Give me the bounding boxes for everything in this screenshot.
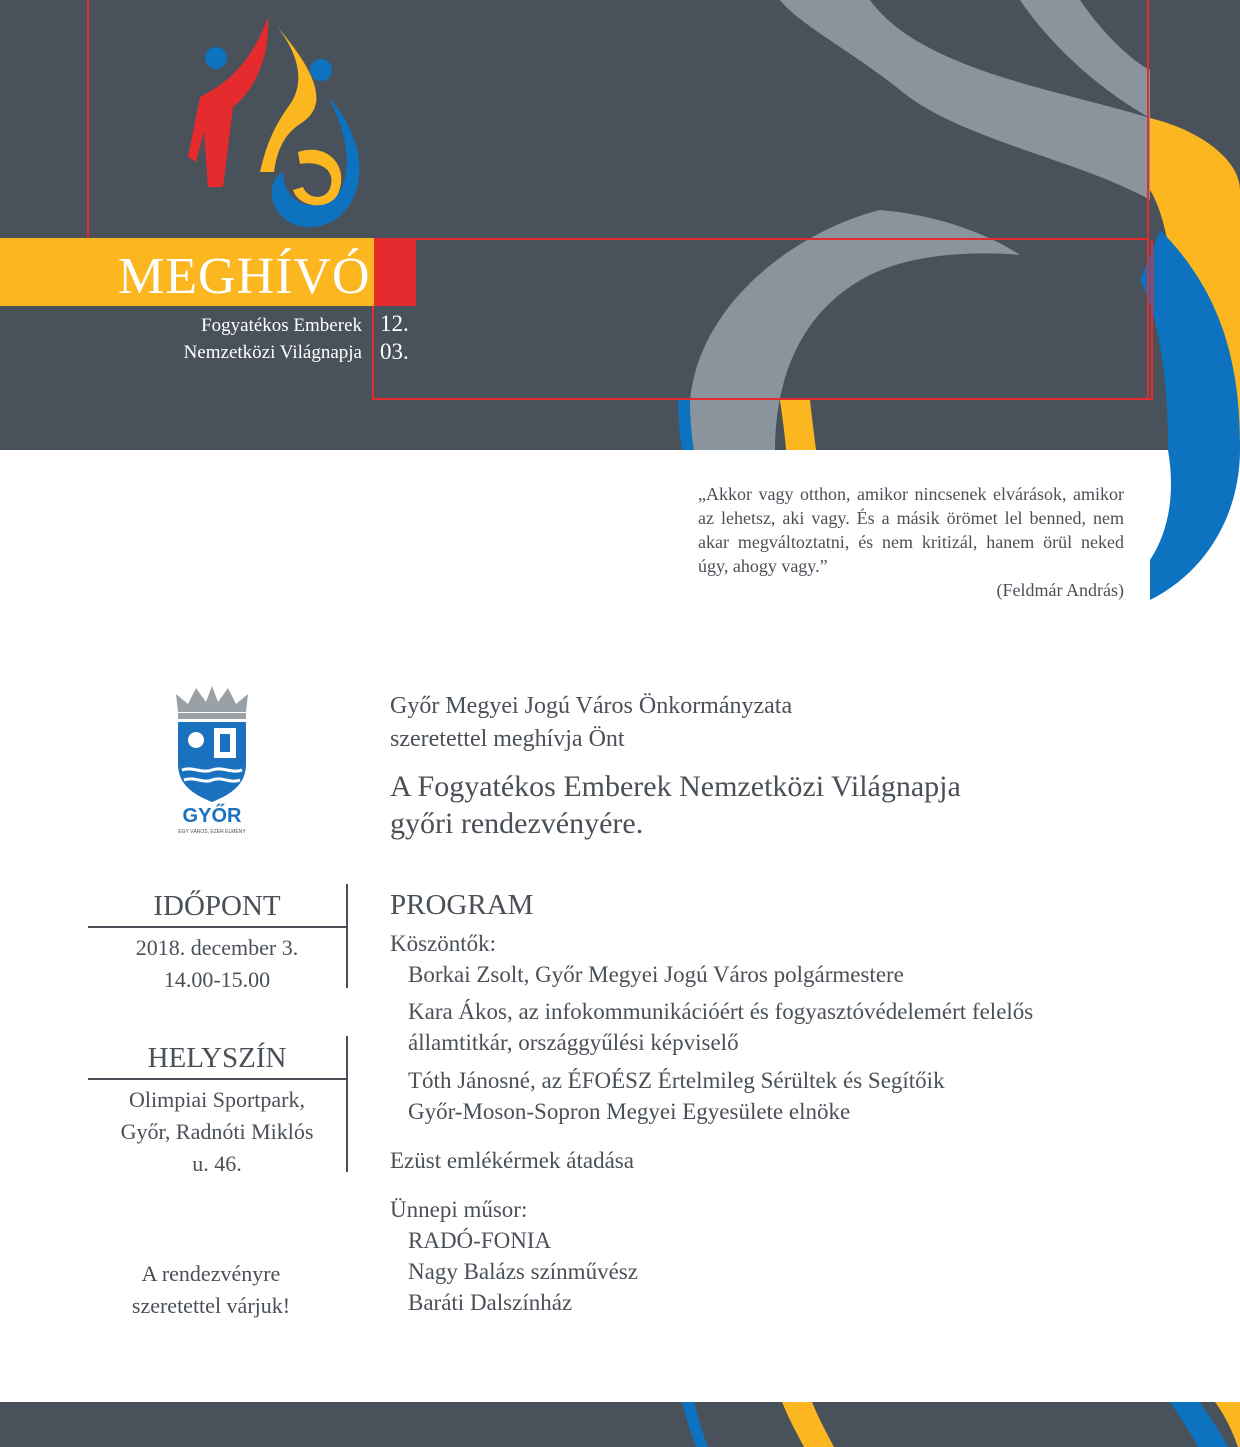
intro-line: Győr Megyei Jogú Város Önkormányzata <box>390 693 793 719</box>
quote-block <box>698 482 1124 602</box>
location-details <box>88 1080 346 1180</box>
program-greetings <box>390 928 904 990</box>
title-accent-box <box>374 238 416 306</box>
blue-arc-decoration <box>1150 450 1240 610</box>
performer-item: Nagy Balázs színművész <box>408 1259 638 1284</box>
event-line: A Fogyatékos Emberek Nemzetközi Világnapja <box>390 770 961 803</box>
speaker-line: Tóth Jánosné, az ÉFOÉSZ Értelmileg Sérültek és Segítőik <box>408 1068 945 1093</box>
time-date: 2018. december 3. <box>135 935 299 960</box>
time-heading: IDŐPONT <box>88 886 346 928</box>
gyor-crest-icon <box>172 684 252 836</box>
subtitle-line: Nemzetközi Világnapja <box>183 342 362 363</box>
speaker-item <box>390 1065 945 1127</box>
speaker-line: Kara Ákos, az infokommunikációért és fogyasztóvédelemért felelős <box>408 999 1034 1024</box>
red-frame-right-edge <box>1147 0 1149 400</box>
footer-swooshes <box>0 1402 1240 1447</box>
intro-line: szeretettel meghívja Önt <box>390 726 625 752</box>
header-subtitle <box>184 312 362 366</box>
crest-slogan: EGY VÁROS, EZER ÉLMÉNY <box>178 829 246 835</box>
location-divider <box>346 1036 348 1172</box>
event-line: győri rendezvényére. <box>390 807 644 840</box>
location-line: Győr, Radnóti Miklós <box>120 1119 314 1144</box>
closing-line: A rendezvényre <box>141 1261 281 1286</box>
quote-author: (Feldmár András) <box>996 580 1124 600</box>
speaker-line: államtitkár, országgyűlési képviselő <box>408 1030 739 1055</box>
location-line: Olimpiai Sportpark, <box>129 1087 305 1112</box>
time-details <box>88 928 346 996</box>
show-label: Ünnepi műsor: <box>390 1197 528 1222</box>
location-box <box>88 1038 346 1180</box>
header-date <box>380 310 409 366</box>
closing-line: szeretettel várjuk! <box>131 1293 291 1318</box>
time-box <box>88 886 346 996</box>
speaker-item: Borkai Zsolt, Győr Megyei Jogú Város polgármestere <box>408 962 904 987</box>
program-medals: Ezüst emlékérmek átadása <box>390 1148 634 1173</box>
location-heading: HELYSZÍN <box>88 1038 346 1080</box>
invitation-intro <box>390 690 792 756</box>
speaker-item <box>390 996 1033 1058</box>
event-name <box>390 768 961 842</box>
subtitle-line: Fogyatékos Emberek <box>201 315 362 336</box>
crest-name: GYŐR <box>182 805 242 827</box>
time-hours: 14.00-15.00 <box>163 967 271 992</box>
date-day: 03. <box>380 339 409 364</box>
performer-item: RADÓ-FONIA <box>408 1228 552 1253</box>
header-banner <box>0 0 1240 450</box>
program-heading: PROGRAM <box>390 889 534 921</box>
performer-item: Baráti Dalszínház <box>408 1290 573 1315</box>
program-show <box>390 1194 638 1318</box>
quote-text: „Akkor vagy otthon, amikor nincsenek elvárások, amikor az lehetsz, aki vagy. És a másik örömet lel benned, nem akar megváltoztatni, és nem kritizál, hanem örül neked úgy, ahogy vagy.” <box>698 484 1124 576</box>
event-logo-icon <box>178 12 378 242</box>
location-line: u. 46. <box>192 1151 242 1176</box>
greetings-label: Köszöntők: <box>390 931 497 956</box>
speaker-line: Győr-Moson-Sopron Megyei Egyesülete elnöke <box>408 1099 851 1124</box>
date-month: 12. <box>380 311 409 336</box>
red-frame-bottom <box>372 240 1153 400</box>
closing-note <box>88 1258 334 1322</box>
time-divider <box>346 884 348 988</box>
page-title: MEGHÍVÓ <box>118 248 371 305</box>
footer-band <box>0 1402 1240 1447</box>
